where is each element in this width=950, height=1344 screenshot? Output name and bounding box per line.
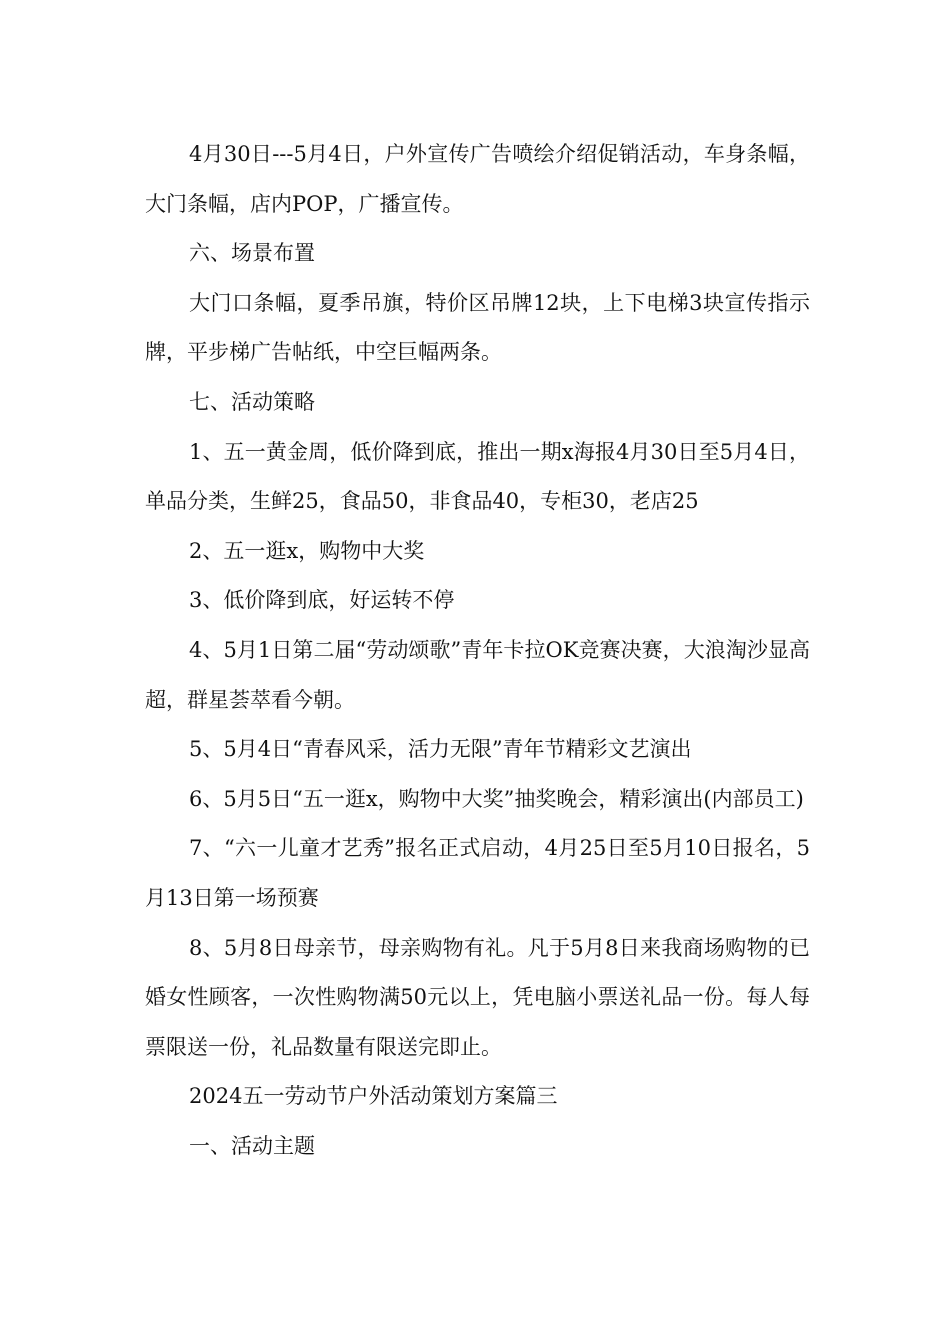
strategy-item-1: 1、五一黄金周，低价降到底，推出一期x海报4月30日至5月4日，单品分类，生鲜25，食品50，非食品40，专柜30，老店25 (145, 439, 810, 514)
strategy-item-6: 6、5月5日“五一逛x，购物中大奖”抽奖晚会，精彩演出(内部员工) (189, 786, 804, 811)
paragraph-outdoor-promotion: 4月30日---5月4日，户外宣传广告喷绘介绍促销活动，车身条幅，大门条幅，店内POP，广播宣传。 (145, 142, 810, 216)
paragraph-scene-layout: 大门口条幅，夏季吊旗，特价区吊牌12块，上下电梯3块宣传指示牌，平步梯广告帖纸，中空巨幅两条。 (145, 290, 810, 365)
heading-activity-strategy: 七、活动策略 (189, 389, 315, 414)
strategy-item-2: 2、五一逛x，购物中大奖 (189, 538, 425, 563)
section-title-part-three: 2024五一劳动节户外活动策划方案篇三 (189, 1084, 558, 1109)
strategy-item-8: 8、5月8日母亲节，母亲购物有礼。凡于5月8日来我商场购物的已婚女性顾客，一次性购物满50元以上，凭电脑小票送礼品一份。每人每票限送一份，礼品数量有限送完即止。 (145, 935, 810, 1059)
strategy-item-5: 5、5月4日“青春风采，活力无限”青年节精彩文艺演出 (189, 737, 692, 762)
strategy-item-3: 3、低价降到底，好运转不停 (189, 588, 455, 613)
document-body (145, 130, 810, 1171)
heading-scene-layout: 六、场景布置 (189, 241, 315, 266)
heading-activity-theme: 一、活动主题 (189, 1133, 315, 1158)
strategy-item-7: 7、“六一儿童才艺秀”报名正式启动，4月25日至5月10日报名，5月13日第一场预赛 (145, 836, 810, 910)
strategy-item-4: 4、5月1日第二届“劳动颂歌”青年卡拉OK竞赛决赛，大浪淘沙显高超，群星荟萃看今朝。 (145, 637, 810, 712)
